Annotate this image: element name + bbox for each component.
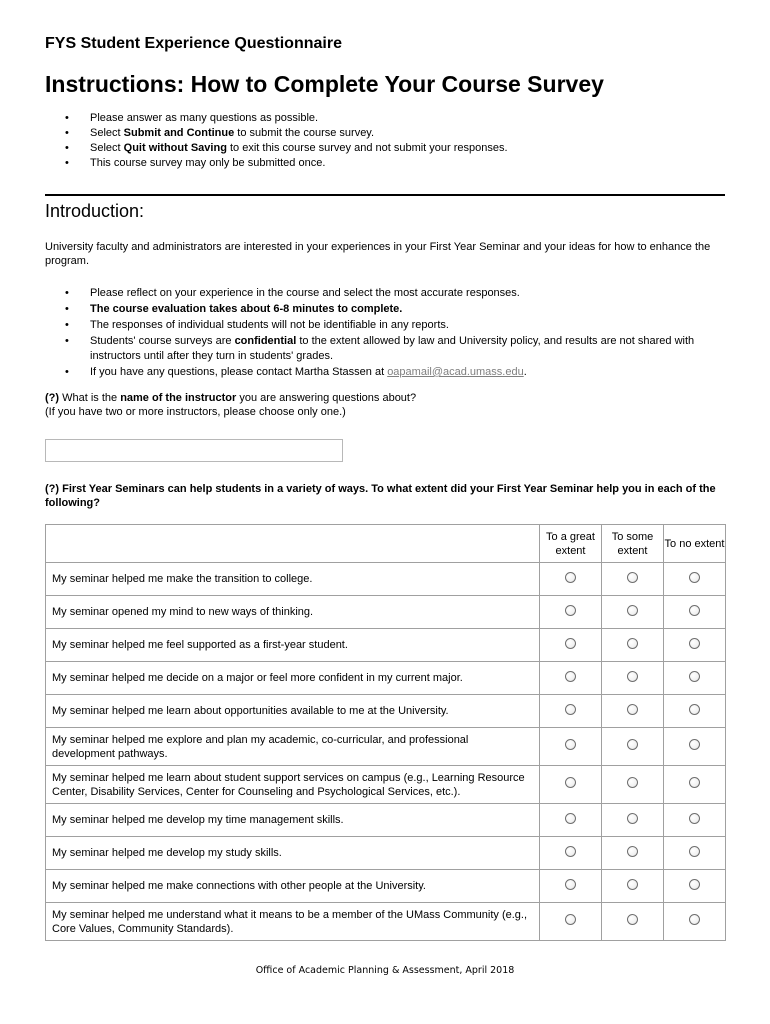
table-row	[46, 804, 726, 837]
radio-cell-none	[664, 662, 726, 695]
question-text-bold: name of the instructor	[120, 392, 237, 404]
radio-great[interactable]	[565, 846, 576, 857]
introduction-heading: Introduction:	[45, 201, 145, 221]
row-statement: My seminar helped me make the transition to college.	[46, 563, 540, 596]
row-statement: My seminar helped me understand what it means to be a member of the UMass Community (e.g., Core Values, Community Standards).	[46, 903, 540, 941]
radio-cell-some	[602, 662, 664, 695]
radio-cell-some	[602, 804, 664, 837]
instruction-item	[45, 126, 725, 141]
quit-without-saving-label: Quit without Saving	[123, 142, 227, 154]
instruction-text: Select	[90, 127, 124, 139]
radio-some[interactable]	[627, 914, 638, 925]
radio-cell-great	[540, 662, 602, 695]
intro-text: .	[523, 366, 527, 378]
instruction-text: This course survey may only be submitted once.	[90, 157, 326, 169]
radio-some[interactable]	[627, 777, 638, 788]
radio-none[interactable]	[689, 671, 700, 682]
radio-none[interactable]	[689, 846, 700, 857]
radio-cell-great	[540, 804, 602, 837]
radio-cell-none	[664, 837, 726, 870]
radio-none[interactable]	[689, 813, 700, 824]
radio-great[interactable]	[565, 914, 576, 925]
radio-none[interactable]	[689, 777, 700, 788]
table-row	[46, 563, 726, 596]
radio-cell-great	[540, 766, 602, 804]
survey-page	[45, 32, 725, 941]
contact-email-link[interactable]: oapamail@acad.umass.edu	[387, 366, 524, 378]
radio-some[interactable]	[627, 813, 638, 824]
radio-none[interactable]	[689, 572, 700, 583]
radio-none[interactable]	[689, 739, 700, 750]
instruction-item	[45, 141, 725, 156]
radio-cell-none	[664, 563, 726, 596]
question-note: (If you have two or more instructors, please choose only one.)	[45, 406, 346, 418]
column-header-great: To a great extent	[540, 525, 602, 563]
radio-great[interactable]	[565, 879, 576, 890]
radio-some[interactable]	[627, 638, 638, 649]
page-footer: Office of Academic Planning & Assessment, April 2018	[255, 965, 515, 976]
header-blank-cell	[46, 525, 540, 563]
radio-some[interactable]	[627, 846, 638, 857]
instruction-item	[45, 111, 725, 126]
radio-cell-none	[664, 804, 726, 837]
section-divider	[45, 194, 725, 196]
radio-cell-great	[540, 728, 602, 766]
question-text: you are answering questions about?	[236, 392, 417, 404]
instruction-item	[45, 156, 725, 171]
table-row	[46, 903, 726, 941]
intro-text: Students' course surveys are	[90, 335, 235, 347]
radio-none[interactable]	[689, 914, 700, 925]
radio-cell-none	[664, 629, 726, 662]
radio-cell-none	[664, 766, 726, 804]
intro-text: The responses of individual students will not be identifiable in any reports.	[90, 319, 449, 331]
radio-none[interactable]	[689, 638, 700, 649]
instruction-text: Please answer as many questions as possible.	[90, 112, 319, 124]
radio-cell-none	[664, 870, 726, 903]
radio-cell-great	[540, 629, 602, 662]
table-row	[46, 662, 726, 695]
radio-cell-some	[602, 629, 664, 662]
column-header-some: To some extent	[602, 525, 664, 563]
table-row	[46, 695, 726, 728]
radio-cell-none	[664, 903, 726, 941]
instruction-text: to exit this course survey and not submit your responses.	[226, 142, 508, 154]
document-title: FYS Student Experience Questionnaire	[45, 35, 342, 52]
table-row	[46, 728, 726, 766]
radio-cell-none	[664, 596, 726, 629]
radio-cell-some	[602, 563, 664, 596]
radio-cell-great	[540, 837, 602, 870]
table-row	[46, 596, 726, 629]
radio-great[interactable]	[565, 605, 576, 616]
rating-table	[45, 524, 726, 941]
table-row	[46, 837, 726, 870]
help-marker[interactable]: (?)	[45, 483, 60, 495]
intro-item	[45, 334, 725, 364]
instructor-name-field[interactable]	[45, 439, 343, 462]
help-marker[interactable]: (?)	[45, 392, 60, 404]
intro-text-bold: The course evaluation takes about 6-8 minutes to complete.	[90, 303, 403, 315]
row-statement: My seminar helped me develop my study skills.	[46, 837, 540, 870]
introduction-list	[45, 286, 725, 380]
radio-cell-some	[602, 837, 664, 870]
row-statement: My seminar helped me learn about opportunities available to me at the University.	[46, 695, 540, 728]
radio-cell-some	[602, 695, 664, 728]
radio-great[interactable]	[565, 739, 576, 750]
radio-cell-none	[664, 728, 726, 766]
intro-item	[45, 318, 725, 333]
intro-item	[45, 302, 725, 317]
radio-cell-great	[540, 870, 602, 903]
radio-cell-great	[540, 903, 602, 941]
radio-none[interactable]	[689, 879, 700, 890]
instructions-title: Instructions: How to Complete Your Course Survey	[45, 71, 604, 97]
row-statement: My seminar helped me decide on a major or feel more confident in my current major.	[46, 662, 540, 695]
radio-some[interactable]	[627, 879, 638, 890]
intro-item	[45, 365, 725, 380]
radio-great[interactable]	[565, 671, 576, 682]
radio-none[interactable]	[689, 704, 700, 715]
column-header-none: To no extent	[664, 525, 726, 563]
radio-cell-some	[602, 728, 664, 766]
radio-some[interactable]	[627, 704, 638, 715]
intro-text: to the extent allowed by law and University policy, and results are not shared with instructors until after they turn in students' grades.	[90, 335, 695, 362]
radio-cell-some	[602, 766, 664, 804]
table-row	[46, 629, 726, 662]
instruction-text: Select	[90, 142, 124, 154]
table-header-row	[46, 525, 726, 563]
radio-great[interactable]	[565, 572, 576, 583]
row-statement: My seminar helped me learn about student support services on campus (e.g., Learning Resource Center, Disability Services, Center for Counseling and Psychological Services, etc.).	[46, 766, 540, 804]
radio-none[interactable]	[689, 605, 700, 616]
radio-some[interactable]	[627, 572, 638, 583]
row-statement: My seminar helped me feel supported as a first-year student.	[46, 629, 540, 662]
row-statement: My seminar helped me develop my time management skills.	[46, 804, 540, 837]
radio-cell-some	[602, 903, 664, 941]
radio-some[interactable]	[627, 739, 638, 750]
confidential-label: confidential	[234, 335, 297, 347]
instructions-list	[45, 111, 725, 171]
instruction-text: to submit the course survey.	[234, 127, 375, 139]
row-statement: My seminar helped me make connections with other people at the University.	[46, 870, 540, 903]
question-text: First Year Seminars can help students in a variety of ways. To what extent did your First Year Seminar help you in each of the following?	[45, 483, 716, 509]
radio-great[interactable]	[565, 777, 576, 788]
instructor-question	[45, 391, 725, 419]
radio-great[interactable]	[565, 704, 576, 715]
radio-cell-none	[664, 695, 726, 728]
radio-some[interactable]	[627, 605, 638, 616]
radio-great[interactable]	[565, 813, 576, 824]
row-statement: My seminar helped me explore and plan my academic, co-curricular, and professional development pathways.	[46, 728, 540, 766]
radio-cell-great	[540, 695, 602, 728]
question-text: What is the	[59, 392, 121, 404]
radio-cell-great	[540, 596, 602, 629]
intro-item	[45, 286, 725, 301]
table-row	[46, 766, 726, 804]
radio-some[interactable]	[627, 671, 638, 682]
row-statement: My seminar opened my mind to new ways of thinking.	[46, 596, 540, 629]
radio-cell-some	[602, 870, 664, 903]
submit-continue-label: Submit and Continue	[123, 127, 235, 139]
radio-great[interactable]	[565, 638, 576, 649]
introduction-paragraph: University faculty and administrators are interested in your experiences in your First Year Seminar and your ideas for how to enhance the program.	[45, 241, 711, 267]
intro-text: Please reflect on your experience in the course and select the most accurate responses.	[90, 287, 520, 299]
table-row	[46, 870, 726, 903]
radio-cell-great	[540, 563, 602, 596]
seminar-question	[45, 482, 725, 510]
radio-cell-some	[602, 596, 664, 629]
intro-text: If you have any questions, please contact Martha Stassen at	[90, 366, 388, 378]
